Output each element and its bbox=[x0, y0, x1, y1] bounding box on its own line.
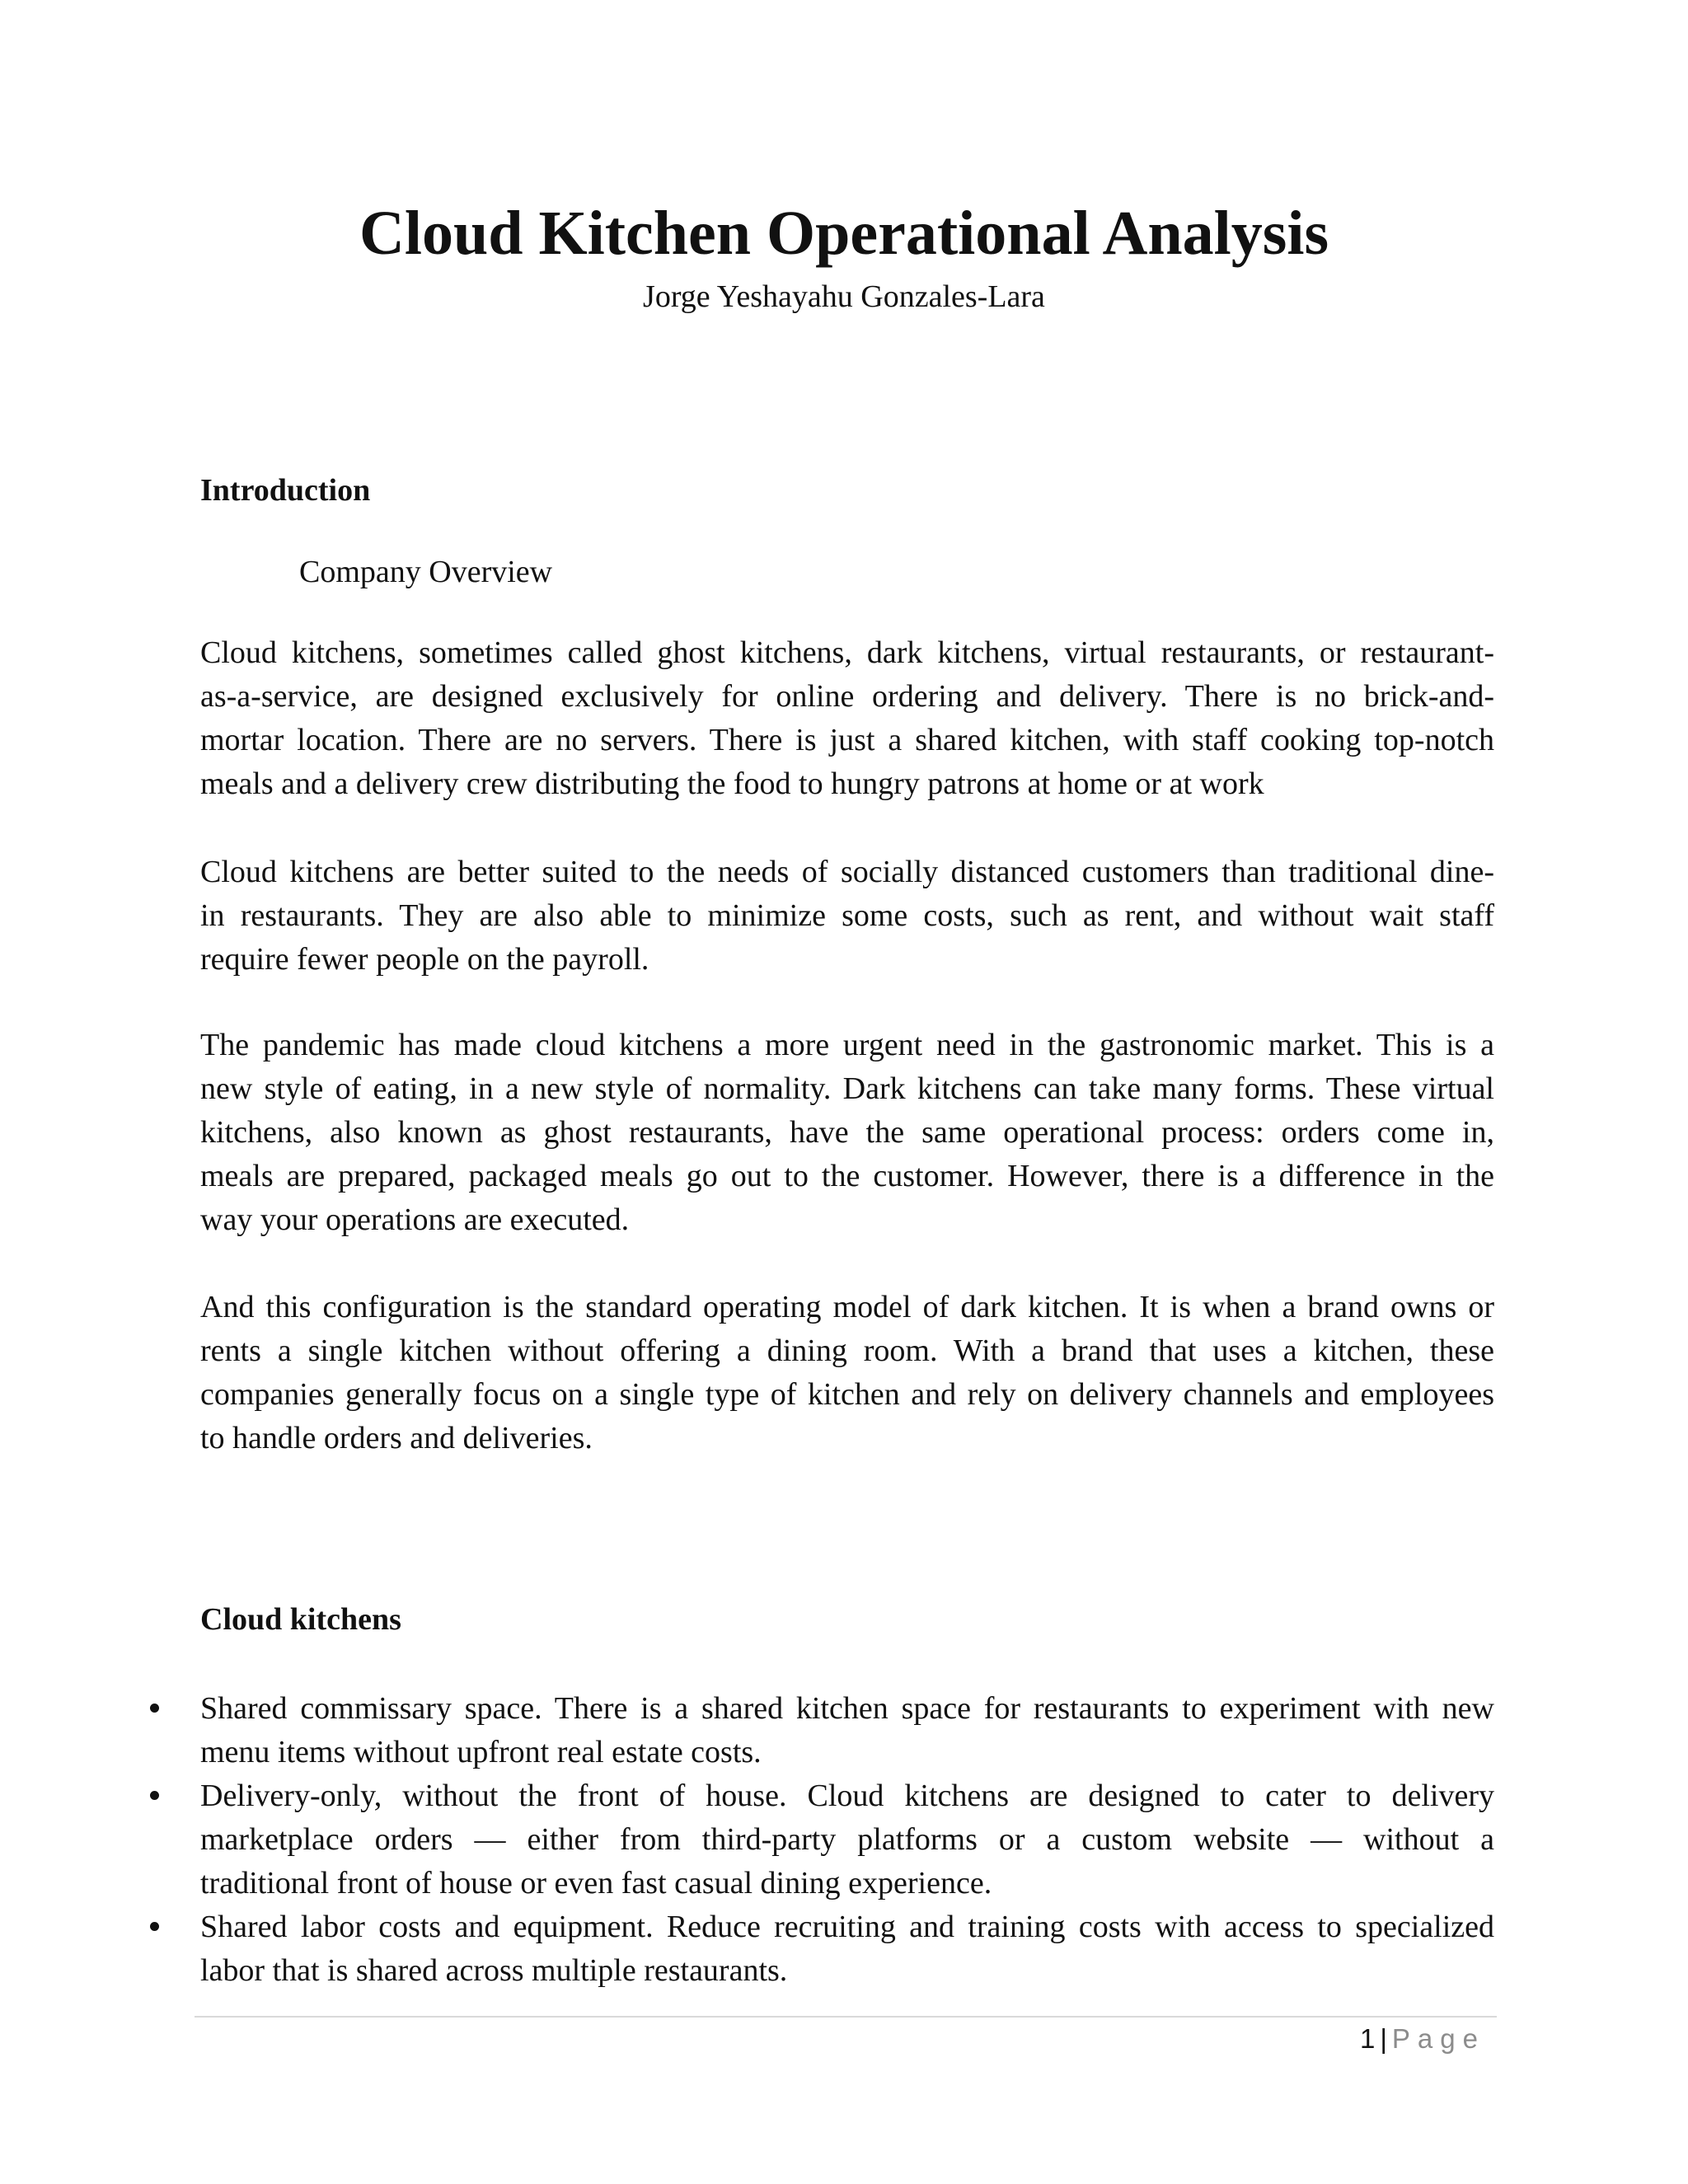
intro-paragraph-1 bbox=[200, 631, 1494, 806]
page-label: Page bbox=[1391, 2023, 1485, 2054]
paragraph-line: new style of eating, in a new style of normality. Dark kitchens can take many forms. These virtual bbox=[200, 1071, 1494, 1106]
introduction-heading: Introduction bbox=[200, 473, 371, 508]
list-item-line: menu items without upfront real estate costs. bbox=[200, 1735, 762, 1769]
paragraph-line: meals and a delivery crew distributing the food to hungry patrons at home or at work bbox=[200, 766, 1264, 801]
list-item bbox=[0, 1774, 1688, 1905]
page-separator: | bbox=[1380, 2023, 1387, 2054]
cloud-kitchens-bullet-list bbox=[0, 1687, 1688, 1993]
page-footer bbox=[1360, 2021, 1485, 2057]
list-item-line: labor that is shared across multiple restaurants. bbox=[200, 1953, 788, 1988]
company-overview-subheading: Company Overview bbox=[299, 555, 553, 589]
list-item-line: Delivery-only, without the front of house. Cloud kitchens are designed to cater to delivery bbox=[200, 1779, 1494, 1813]
paragraph-line: rents a single kitchen without offering a dining room. With a brand that uses a kitchen, these bbox=[200, 1333, 1494, 1368]
list-item-line: traditional front of house or even fast casual dining experience. bbox=[200, 1866, 992, 1900]
list-item bbox=[0, 1687, 1688, 1774]
paragraph-line: The pandemic has made cloud kitchens a more urgent need in the gastronomic market. This is a bbox=[200, 1028, 1494, 1062]
page-number: 1 bbox=[1359, 2023, 1376, 2054]
author-name: Jorge Yeshayahu Gonzales-Lara bbox=[643, 279, 1045, 314]
intro-paragraph-2 bbox=[200, 851, 1494, 982]
bullet-icon bbox=[150, 1704, 159, 1713]
paragraph-line: Cloud kitchens are better suited to the needs of socially distanced customers than traditional dine- bbox=[200, 855, 1494, 889]
bullet-icon bbox=[150, 1922, 159, 1931]
paragraph-line: in restaurants. They are also able to minimize some costs, such as rent, and without wait staff bbox=[200, 898, 1494, 933]
paragraph-line: companies generally focus on a single type of kitchen and rely on delivery channels and employees bbox=[200, 1377, 1494, 1412]
footer-divider bbox=[195, 2016, 1497, 2018]
list-item bbox=[0, 1905, 1688, 1993]
paragraph-line: way your operations are executed. bbox=[200, 1202, 630, 1237]
paragraph-line: Cloud kitchens, sometimes called ghost kitchens, dark kitchens, virtual restaurants, or restaurant- bbox=[200, 635, 1494, 670]
paragraph-line: And this configuration is the standard operating model of dark kitchen. It is when a brand owns or bbox=[200, 1290, 1494, 1324]
document-title: Cloud Kitchen Operational Analysis bbox=[359, 199, 1329, 268]
paragraph-line: as-a-service, are designed exclusively for online ordering and delivery. There is no brick-and- bbox=[200, 679, 1494, 714]
paragraph-line: mortar location. There are no servers. There is just a shared kitchen, with staff cooking top-notch bbox=[200, 723, 1494, 757]
bullet-icon bbox=[150, 1791, 159, 1800]
intro-paragraph-4 bbox=[200, 1286, 1494, 1460]
paragraph-line: require fewer people on the payroll. bbox=[200, 942, 649, 977]
list-item-line: marketplace orders — either from third-party platforms or a custom website — without a bbox=[200, 1822, 1494, 1857]
paragraph-line: meals are prepared, packaged meals go out to the customer. However, there is a difference in the bbox=[200, 1159, 1494, 1193]
list-item-line: Shared commissary space. There is a shared kitchen space for restaurants to experiment with new bbox=[200, 1691, 1494, 1726]
paragraph-line: kitchens, also known as ghost restaurants, have the same operational process: orders come in, bbox=[200, 1115, 1494, 1150]
list-item-line: Shared labor costs and equipment. Reduce recruiting and training costs with access to specialized bbox=[200, 1910, 1494, 1944]
cloud-kitchens-heading: Cloud kitchens bbox=[200, 1602, 401, 1637]
paragraph-line: to handle orders and deliveries. bbox=[200, 1421, 593, 1455]
intro-paragraph-3 bbox=[200, 1024, 1494, 1242]
